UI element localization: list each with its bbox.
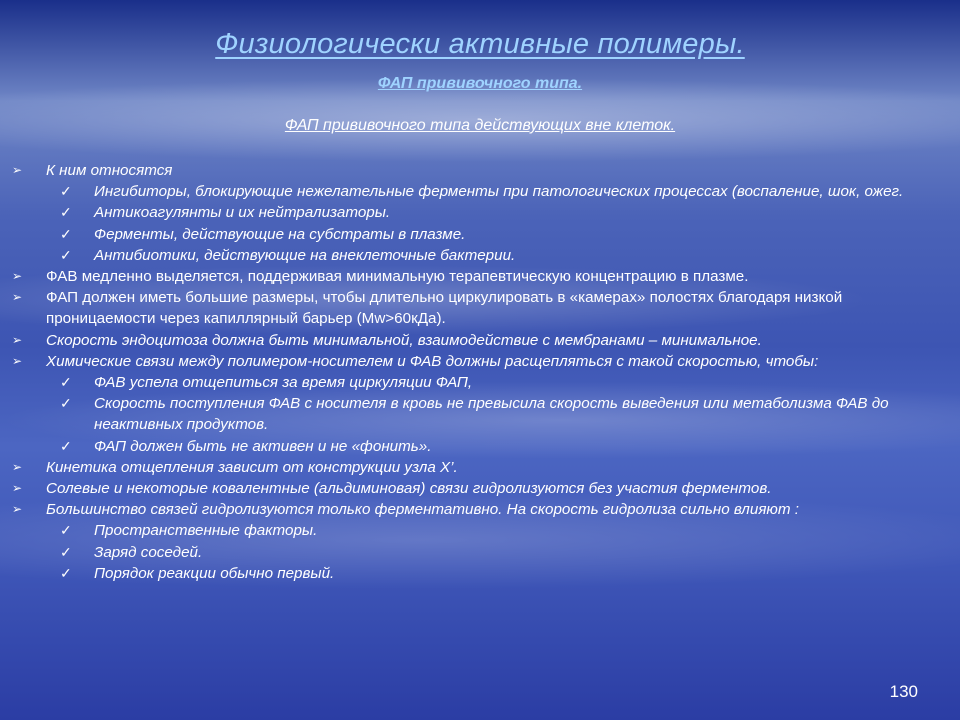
list-item-text: Скорость поступления ФАВ с носителя в кровь не превысила скорость выведения или метаболизма ФАВ до неактивных продуктов. — [94, 395, 889, 434]
list-item — [12, 160, 947, 181]
slide-subtitle: ФАП прививочного типа. — [377, 75, 583, 92]
list-item — [12, 287, 947, 329]
list-item-text: Порядок реакции обычно первый. — [94, 564, 335, 582]
arrow-bullet-icon: ➢ — [12, 481, 23, 496]
list-item-text: Ингибиторы, блокирующие нежелательные ферменты при патологических процессах (воспаление, шок, ожег. — [94, 183, 904, 201]
list-item-text: Кинетика отщепления зависит от конструкции узла X’. — [46, 458, 458, 476]
list-item — [12, 499, 947, 520]
check-bullet-icon: ✓ — [60, 395, 72, 412]
list-item — [12, 372, 947, 393]
check-bullet-icon: ✓ — [60, 374, 72, 391]
list-item-text: Ферменты, действующие на субстраты в плазме. — [94, 225, 466, 243]
arrow-bullet-icon: ➢ — [12, 163, 23, 177]
list-item-text: ФАП должен быть не активен и не «фонить». — [94, 437, 432, 455]
list-item-text: Большинство связей гидролизуются только ферментативно. На скорость гидролиза сильно влияют : — [46, 501, 799, 519]
bullet-list — [12, 160, 947, 584]
check-bullet-icon: ✓ — [60, 204, 72, 221]
list-item-text: ФАВ медленно выделяется, поддерживая минимальную терапевтическую концентрацию в плазме. — [46, 268, 749, 286]
list-item — [12, 563, 947, 584]
slide-section-heading: ФАП прививочного типа действующих вне клеток. — [284, 117, 676, 134]
arrow-bullet-icon: ➢ — [12, 290, 23, 305]
list-item — [12, 245, 947, 266]
list-item — [12, 351, 947, 372]
list-item-text: Химические связи между полимером-носителем и ФАВ должны расщепляться с такой скоростью, чтобы: — [46, 352, 819, 370]
page-number: 130 — [889, 682, 918, 701]
list-item-text: Скорость эндоцитоза должна быть минимальной, взаимодействие с мембранами – минимальное. — [46, 331, 762, 349]
arrow-bullet-icon: ➢ — [12, 353, 23, 368]
list-item-text: ФАВ успела отщепиться за время циркуляции ФАП, — [94, 374, 473, 392]
arrow-bullet-icon: ➢ — [12, 459, 23, 474]
check-bullet-icon: ✓ — [60, 437, 72, 454]
list-item — [12, 520, 947, 541]
check-bullet-icon: ✓ — [60, 225, 72, 242]
list-item-text: Антибиотики, действующие на внеклеточные бактерии. — [94, 246, 516, 264]
arrow-bullet-icon: ➢ — [12, 332, 23, 347]
list-item-text: Солевые и некоторые ковалентные (альдиминовая) связи гидролизуются без участия ферментов. — [46, 480, 772, 498]
arrow-bullet-icon: ➢ — [12, 502, 23, 517]
check-bullet-icon: ✓ — [60, 246, 72, 263]
list-item — [12, 478, 947, 499]
check-bullet-icon: ✓ — [60, 564, 72, 581]
list-item — [12, 457, 947, 478]
list-item — [12, 542, 947, 563]
list-item — [12, 266, 947, 287]
list-item-text: Заряд соседей. — [94, 543, 203, 561]
list-item — [12, 436, 947, 457]
list-item-text: Пространственные факторы. — [94, 522, 318, 540]
arrow-bullet-icon: ➢ — [12, 269, 23, 284]
list-item — [12, 202, 947, 223]
list-item — [12, 181, 947, 202]
slide-title: Физиологически активные полимеры. — [215, 28, 745, 60]
list-item — [12, 330, 947, 351]
check-bullet-icon: ✓ — [60, 183, 72, 200]
check-bullet-icon: ✓ — [60, 543, 72, 560]
list-item-text: К ним относятся — [46, 162, 173, 179]
list-item — [12, 393, 947, 435]
check-bullet-icon: ✓ — [60, 522, 72, 539]
list-item — [12, 224, 947, 245]
list-item-text: ФАП должен иметь большие размеры, чтобы длительно циркулировать в «камерах» полостях благодаря низкой проницаемости через капиллярный барьер (Mw>60кДа). — [46, 289, 843, 328]
list-item-text: Антикоагулянты и их нейтрализаторы. — [94, 204, 391, 222]
